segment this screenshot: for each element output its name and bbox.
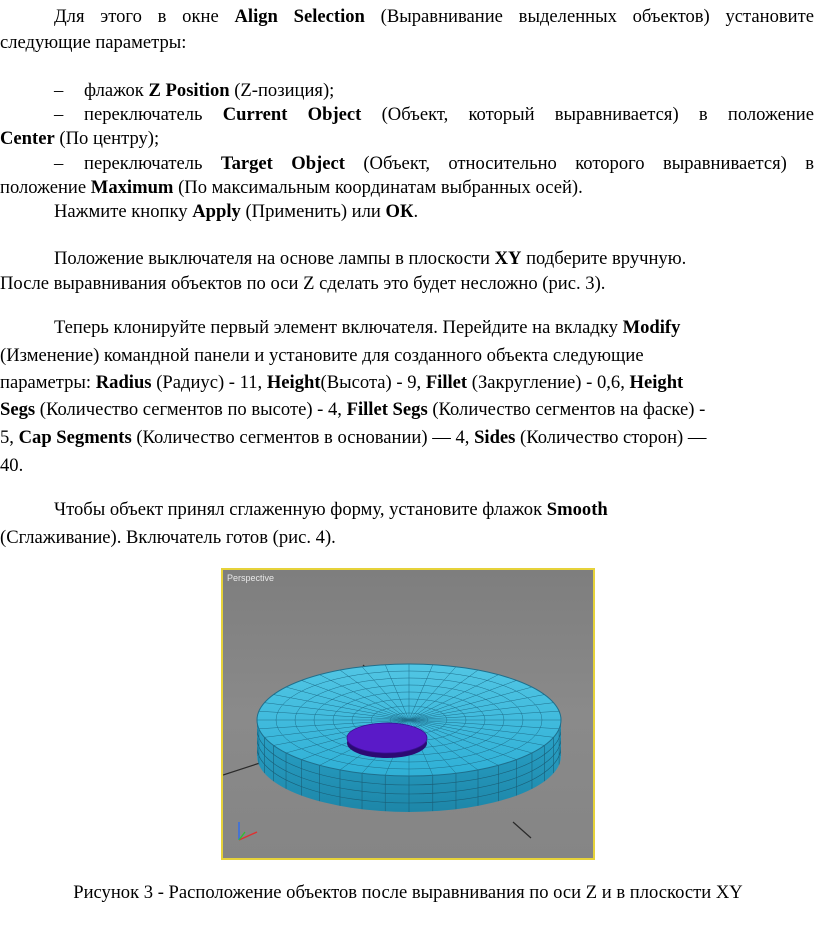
figure-caption: Рисунок 3 - Расположение объектов после выравнивания по оси Z и в плоскости XY [73,882,743,903]
list-item-2-line-2 [0,128,159,150]
term-height-segs-a: Height [629,372,684,393]
term-modify: Modify [622,317,681,338]
paragraph-1-line-2 [0,32,186,54]
term-ok: ОК [385,201,414,222]
term-align-selection: Align Selection [234,6,365,27]
text: (Количество сегментов в основании) — 4, [131,427,475,448]
text: переключатель [84,153,221,174]
paragraph-2-line-2 [0,273,605,295]
text: параметры: [0,372,96,393]
text: (Z-позиция); [229,80,335,101]
term-fillet: Fillet [425,372,468,393]
text: 5, [0,427,19,448]
text: После выравнивания объектов по оси Z сделать это будет несложно (рис. 3). [0,273,606,294]
term-height-segs-b: Segs [0,399,36,420]
paragraph-2-line-1 [54,248,686,270]
text: (Объект, который выравнивается) в положение [361,104,814,125]
text: 40. [0,455,24,476]
dash-marker: – [54,153,64,174]
text: следующие параметры: [0,32,187,53]
text: Чтобы объект принял сглаженную форму, установите флажок [54,499,547,520]
term-target-object: Target Object [220,153,345,174]
paragraph-3-line-5 [0,427,706,449]
list-item-3-line-1 [54,153,814,175]
text: Нажмите кнопку [54,201,193,222]
term-height: Height [266,372,321,393]
text: (Закругление) - 0,6, [467,372,630,393]
viewport-render [223,570,593,858]
paragraph-3-line-2 [0,345,644,367]
term-sides: Sides [474,427,516,448]
perspective-viewport[interactable] [221,568,595,860]
text: (Высота) - 9, [320,372,426,393]
term-fillet-segs: Fillet Segs [346,399,428,420]
text: (Количество сегментов по высоте) - 4, [35,399,347,420]
text: (Количество сторон) — [515,427,707,448]
text: (Выравнивание выделенных объектов) установите [364,6,815,27]
paragraph-4-line-2 [0,527,336,549]
text: Теперь клонируйте первый элемент включателя. Перейдите на вкладку [54,317,623,338]
apply-instruction [54,201,418,223]
axis-tripod [239,822,257,840]
paragraph-3-line-6 [0,455,23,477]
text: (Сглаживание). Включатель готов (рис. 4). [0,527,336,548]
list-item-3-line-2 [0,177,583,199]
term-maximum: Maximum [90,177,174,198]
text: Положение выключателя на основе лампы в плоскости [54,248,495,269]
dash-marker: – [54,104,64,125]
paragraph-1-line-1 [54,6,814,28]
term-current-object: Current Object [222,104,362,125]
text: переключатель [84,104,223,125]
paragraph-3-line-1 [54,317,680,339]
text: . [413,201,419,222]
paragraph-3-line-3 [0,372,683,394]
term-cap-segments: Cap Segments [18,427,132,448]
text: флажок [84,80,149,101]
term-radius: Radius [95,372,152,393]
text: (Количество сегментов на фаске) - [427,399,706,420]
paragraph-4-line-1 [54,499,608,521]
top-wireframe [257,664,561,776]
text: (По максимальным координатам выбранных осей). [173,177,583,198]
viewport-label: Perspective [227,573,275,583]
text: (Применить) или [240,201,386,222]
text: Для этого в окне [54,6,235,27]
dash-marker: – [54,80,64,101]
term-smooth: Smooth [546,499,608,520]
term-z-position: Z Position [148,80,230,101]
list-item-2-line-1 [54,104,814,126]
text: (По центру); [54,128,160,149]
text: подберите вручную. [521,248,687,269]
text: положение [0,177,91,198]
text: (Объект, относительно которого выравнивается) в [344,153,815,174]
paragraph-3-line-4 [0,399,705,421]
list-item-1 [54,80,334,102]
term-xy: XY [494,248,522,269]
text: (Изменение) командной панели и установите для созданного объекта следующие [0,345,644,366]
term-apply: Apply [192,201,241,222]
text: (Радиус) - 11, [151,372,267,393]
term-center: Center [0,128,55,149]
